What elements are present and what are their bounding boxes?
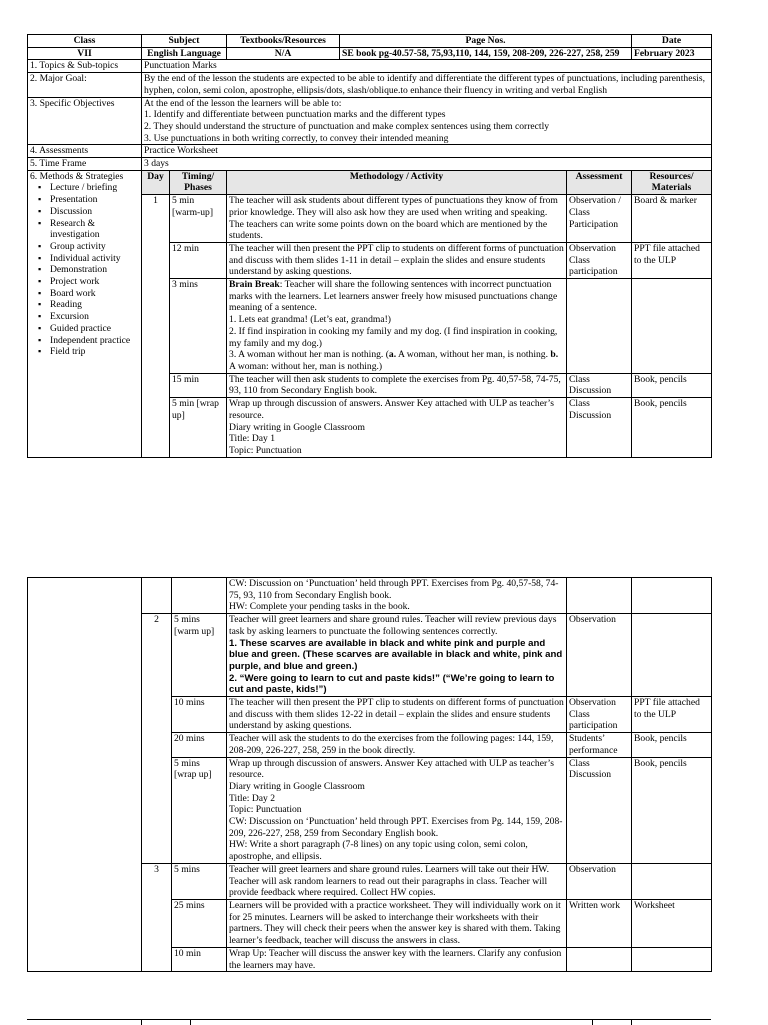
cell-divider <box>592 1020 593 1025</box>
objective-item: 1. Identify and differentiate between punctuation marks and the different types <box>144 109 446 121</box>
timing-cell-empty <box>172 578 227 614</box>
timeframe-label: 5. Time Frame <box>28 158 142 171</box>
timing-cell: 10 mins <box>172 697 227 733</box>
sentence-part: A woman, without her man, is nothing. <box>396 349 551 361</box>
sentence-part: 3. A woman without her man is nothing. ( <box>229 349 389 361</box>
header-labels-row <box>28 35 712 48</box>
resources-cell <box>632 947 712 971</box>
resources-cell: Book, pencils <box>632 373 712 397</box>
method-item: ▪ Field trip <box>42 346 139 358</box>
method-item: ▪ Board work <box>42 288 139 300</box>
assessment-cell: Written work <box>567 899 632 947</box>
example-sentence <box>229 349 564 372</box>
activity-cell: Wrap Up: Teacher will discuss the answer key with the learners. Clarify any confusion the learners may have. <box>227 947 567 971</box>
goal-label: 2. Major Goal: <box>28 73 142 97</box>
timing-cell: 12 min <box>170 242 227 278</box>
lesson-plan-table-continued <box>27 577 712 972</box>
example-sentence: 1. Lets eat grandma! (Let’s eat, grandma!) <box>229 314 391 326</box>
subject-value: English Language <box>142 47 227 60</box>
methods-cell-empty <box>28 578 142 972</box>
activity-cell <box>227 279 567 374</box>
assessments-value: Practice Worksheet <box>142 145 712 158</box>
activity-line: Diary writing in Google Classroom <box>229 780 365 792</box>
assessment-cell: Class Discussion <box>567 398 632 458</box>
timing-cell: 5 mins [wrap up] <box>172 757 227 863</box>
day-number: 2 <box>142 614 172 864</box>
assessment-cell <box>567 279 632 374</box>
assessment-cell: Class Discussion <box>567 373 632 397</box>
resources-cell: Book, pencils <box>632 757 712 863</box>
topics-label: 1. Topics & Sub-topics <box>28 60 142 73</box>
assessment-cell: Observation <box>567 614 632 697</box>
class-value: VII <box>28 47 142 60</box>
activity-cell <box>227 578 567 614</box>
topics-value: Punctuation Marks <box>142 60 712 73</box>
activity-cell <box>227 614 567 697</box>
assessment-cell: Observation / Class Participation <box>567 195 632 243</box>
assessment-cell: Students’ performance <box>567 733 632 757</box>
resources-cell <box>632 279 712 374</box>
assessments-label: 4. Assessments <box>28 145 142 158</box>
lesson-plan-table <box>27 34 712 458</box>
assessment-cell: Observation Class participation <box>567 697 632 733</box>
col-pages-header: Page Nos. <box>340 35 632 48</box>
timing-cell: 25 mins <box>172 899 227 947</box>
sentence-marker: a. <box>388 349 397 361</box>
methods-list <box>30 182 139 358</box>
method-item: ▪ Reading <box>42 299 139 311</box>
sentence-marker: b. <box>550 349 559 361</box>
date-value: February 2023 <box>632 47 712 60</box>
textbooks-value: N/A <box>227 47 340 60</box>
resources-header: Resources/ Materials <box>632 170 712 194</box>
bold-sentence: 2. “Were going to learn to cut and paste kids!” (“We’re going to learn to cut and paste, kids!”) <box>229 672 555 696</box>
goal-row <box>28 73 712 97</box>
method-item: ▪ Lecture / briefing <box>42 182 139 194</box>
timing-cell: 3 mins <box>170 279 227 374</box>
day-header: Day <box>142 170 170 194</box>
activity-line: HW: Complete your pending tasks in the book. <box>229 601 410 613</box>
pages-value: SE book pg-40.57-58, 75,93,110, 144, 159, 208-209, 226-227, 258, 259 <box>340 47 632 60</box>
timeframe-row <box>28 158 712 171</box>
activity-cell: The teacher will then present the PPT clip to students on different forms of punctuation and discuss with them slides 1-11 in detail – explain the slides and ensure students understand by asking questions. <box>227 242 567 278</box>
example-sentence: 2. If find inspiration in cooking my family and my dog. (I find inspiration in cooking, my family and my dog.) <box>229 325 558 349</box>
activity-line: Wrap up through discussion of answers. Answer Key attached with ULP as teacher’s resource. <box>229 757 554 781</box>
timing-cell: 15 min <box>170 373 227 397</box>
timing-cell: 5 mins [warm up] <box>172 614 227 697</box>
timing-cell: 5 min [warm-up] <box>170 195 227 243</box>
col-subject-header: Subject <box>142 35 227 48</box>
day-cell-empty <box>142 578 172 614</box>
resources-cell: PPT file attached to the ULP <box>632 242 712 278</box>
activity-cell: Learners will be provided with a practice worksheet. They will individually work on it for 25 minutes. Learners will be asked to interchange their worksheets with their partners. They will check their peers when the answer key is shared with them. Taking learner’s feedback, teacher will discuss the answers in class. <box>227 899 567 947</box>
activity-cell: Teacher will ask the students to do the exercises from the following pages: 144, 159, 208-209, 226-227, 258, 259 in the book directly. <box>227 733 567 757</box>
cell-divider <box>631 1020 632 1025</box>
activity-cell: The teacher will ask students about different types of punctuations they know of from prior knowledge. They will also ask how they are used when writing and speaking. The teachers can write some points down on the board which are mentioned by the students. <box>227 195 567 243</box>
activity-line: Topic: Punctuation <box>229 804 302 816</box>
assessment-cell <box>567 947 632 971</box>
activity-line: Title: Day 2 <box>229 792 276 804</box>
objective-item: 3. Use punctuations in both writing correctly, to convey their intended meaning <box>144 132 449 144</box>
timing-cell: 5 mins <box>172 863 227 899</box>
brain-break-label: Brain Break <box>229 279 280 291</box>
activity-line: Wrap up through discussion of answers. Answer Key attached with ULP as teacher’s resource. <box>229 398 554 421</box>
objectives-label: 3. Specific Objectives <box>28 97 142 145</box>
activity-line: Topic: Punctuation <box>229 444 302 456</box>
activity-cell: Teacher will greet learners and share ground rules. Learners will take out their HW. Teacher will ask random learners to read out their paragraphs in class. Teacher will provide feedback where required. Collect HW copies. <box>227 863 567 899</box>
resources-cell <box>632 863 712 899</box>
assessment-cell <box>567 578 632 614</box>
method-item: ▪ Discussion <box>42 206 139 218</box>
activity-cell: The teacher will then present the PPT clip to students on different forms of punctuation and discuss with them slides 12-22 in detail – explain the slides and ensure students understand by asking questions. <box>227 697 567 733</box>
activity-cell <box>227 757 567 863</box>
bold-sentence: 1. These scarves are available in black and white pink and purple and blue and green. (These scarves are available in black and white, pink and purple, and blue and green.) <box>229 637 563 672</box>
timing-cell: 5 min [wrap up] <box>170 398 227 458</box>
continuation-row <box>28 578 712 614</box>
method-item: ▪ Research & investigation <box>42 218 139 241</box>
method-item: ▪ Excursion <box>42 311 139 323</box>
assessments-row <box>28 145 712 158</box>
activity-line: Title: Day 1 <box>229 433 276 445</box>
topics-row <box>28 60 712 73</box>
resources-cell: Worksheet <box>632 899 712 947</box>
method-item: ▪ Group activity <box>42 241 139 253</box>
activity-line: HW: Write a short paragraph (7-8 lines) on any topic using colon, semi colon, apostrophe, and ellipsis. <box>229 839 528 863</box>
lesson-plan-page-1 <box>27 34 711 458</box>
activity-header: Methodology / Activity <box>227 170 567 194</box>
cell-divider <box>190 1020 191 1025</box>
resources-cell: Book, pencils <box>632 733 712 757</box>
col-date-header: Date <box>632 35 712 48</box>
col-class-header: Class <box>28 35 142 48</box>
method-item: ▪ Demonstration <box>42 264 139 276</box>
plan-header-row <box>28 170 712 194</box>
method-item: ▪ Individual activity <box>42 253 139 265</box>
assessment-cell: Observation Class participation <box>567 242 632 278</box>
col-textbooks-header: Textbooks/Resources <box>227 35 340 48</box>
assessment-cell: Class Discussion <box>567 757 632 863</box>
activity-cell <box>227 398 567 458</box>
sentence-part: A woman: without her, man is nothing.) <box>229 360 383 372</box>
timing-cell: 10 min <box>172 947 227 971</box>
timing-header: Timing/ Phases <box>170 170 227 194</box>
method-item: ▪ Project work <box>42 276 139 288</box>
objectives-value <box>142 97 712 145</box>
resources-cell: PPT file attached to the ULP <box>632 697 712 733</box>
resources-cell <box>632 578 712 614</box>
timeframe-value: 3 days <box>142 158 712 171</box>
resources-cell <box>632 614 712 697</box>
day-number: 3 <box>142 863 172 971</box>
method-item: ▪ Guided practice <box>42 323 139 335</box>
objectives-row <box>28 97 712 145</box>
assessment-header: Assessment <box>567 170 632 194</box>
lesson-plan-page-2 <box>27 577 711 972</box>
objective-item: 2. They should understand the structure of punctuation and make complex sentences using them correctly <box>144 120 550 132</box>
activity-line: CW: Discussion on ‘Punctuation’ held through PPT. Exercises from Pg. 144, 159, 208-209, 226-227, 258, 259 from Secondary English book. <box>229 816 563 839</box>
timing-cell: 20 mins <box>172 733 227 757</box>
methods-cell <box>28 170 142 457</box>
resources-cell: Board & marker <box>632 195 712 243</box>
activity-line: Teacher will greet learners and share ground rules. Teacher will review previous days task by asking learners to punctuate the following sentences correctly. <box>229 614 557 637</box>
objectives-intro: At the end of the lesson the learners will be able to: <box>144 97 342 109</box>
day-number: 1 <box>142 195 170 457</box>
activity-line: CW: Discussion on ‘Punctuation’ held through PPT. Exercises from Pg. 40,57-58, 74-75, 93, 110 from Secondary English book. <box>229 578 559 601</box>
assessment-cell: Observation <box>567 863 632 899</box>
goal-value: By the end of the lesson the students are expected to be able to identify and differentiate the different types of punctuations, including parenthesis, hyphen, colon, semi colon, apostrophe, ellipsis/dots, slash/oblique.to enhance their fluency in writing and verbal English <box>142 73 712 97</box>
activity-line: Diary writing in Google Classroom <box>229 421 365 433</box>
brain-break-paragraph <box>229 279 564 314</box>
brain-break-text: : Teacher will share the following sentences with incorrect punctuation marks with the learners. Let learners answer freely how misused punctuations change meaning of a sentence. <box>229 279 558 314</box>
next-table-edge <box>27 1019 711 1025</box>
cell-divider <box>141 1020 142 1025</box>
header-values-row <box>28 47 712 60</box>
method-item: ▪ Independent practice <box>42 335 139 347</box>
method-item: ▪ Presentation <box>42 194 139 206</box>
methods-label: 6. Methods & Strategies <box>30 170 124 182</box>
activity-cell: The teacher will then ask students to complete the exercises from Pg. 40,57-58, 74-75, 93, 110 from Secondary English book. <box>227 373 567 397</box>
resources-cell: Book, pencils <box>632 398 712 458</box>
